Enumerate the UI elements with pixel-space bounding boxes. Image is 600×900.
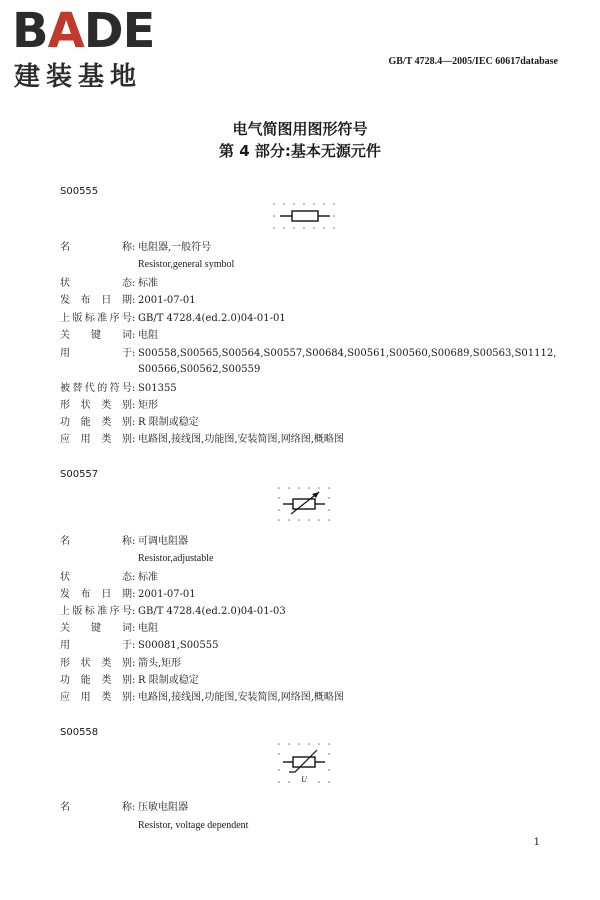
standard-reference: GB/T 4728.4—2005/IEC 60617database <box>388 56 558 67</box>
logo-letter: B <box>12 3 48 59</box>
field-used-in: 用于 : S00081,S00555 <box>60 640 219 651</box>
field-prev-standard: 上版标准序号 : GB/T 4728.4(ed.2.0)04-01-03 <box>60 606 286 617</box>
resistor-general-symbol <box>270 200 342 232</box>
field-name: 名称 : 电阻器,一般符号 <box>60 242 212 253</box>
english-name: Resistor,general symbol <box>138 259 235 270</box>
logo-letter: E <box>122 3 155 59</box>
english-name: Resistor, voltage dependent <box>138 820 249 831</box>
logo-wordmark <box>12 3 155 59</box>
field-shape: 形状类别 : 矩形 <box>60 400 158 411</box>
voltage-dependent-resistor-symbol <box>275 740 335 786</box>
field-date: 发布日期 : 2001-07-01 <box>60 295 196 306</box>
adjustable-resistor-symbol <box>275 484 335 524</box>
symbol-label-u: U <box>301 775 307 784</box>
field-application: 应用类别 : 电路图,接线图,功能图,安装简图,网络图,概略图 <box>60 692 344 703</box>
field-function: 功能类别 : R 限制或稳定 <box>60 675 199 686</box>
field-name: 名称 : 可调电阻器 <box>60 536 188 547</box>
page-number: 1 <box>533 837 540 848</box>
field-shape: 形状类别 : 箭头,矩形 <box>60 658 182 669</box>
english-name: Resistor,adjustable <box>138 553 214 564</box>
field-date: 发布日期 : 2001-07-01 <box>60 589 196 600</box>
symbol-id: S00555 <box>60 186 99 197</box>
field-state: 状态 : 标准 <box>60 572 158 583</box>
logo-letter: A <box>47 3 84 59</box>
symbol-id: S00558 <box>60 727 99 738</box>
page-subtitle: 第 4 部分:基本无源元件 <box>219 142 381 160</box>
field-prev-standard: 上版标准序号 : GB/T 4728.4(ed.2.0)04-01-01 <box>60 313 286 324</box>
symbol-id: S00557 <box>60 469 99 480</box>
logo-subtitle: 建装基地 <box>14 62 143 92</box>
field-state: 状态 : 标准 <box>60 278 158 289</box>
field-name: 名称 : 压敏电阻器 <box>60 802 188 813</box>
field-function: 功能类别 : R 限制或稳定 <box>60 417 199 428</box>
field-keyword: 关键词 : 电阻 <box>60 623 158 634</box>
field-application: 应用类别 : 电路图,接线图,功能图,安装简图,网络图,概略图 <box>60 434 344 445</box>
field-replaced: 被替代的符号 : S01355 <box>60 383 177 394</box>
field-keyword: 关键词 : 电阻 <box>60 330 158 341</box>
field-used-in: 用于 : S00558,S00565,S00564,S00557,S00684,S00561,S00560,S00689,S00563,S01112, S00566,S00562,S00559 <box>60 348 557 375</box>
logo-letter: D <box>83 3 123 59</box>
logo <box>12 3 182 96</box>
page-title: 电气简图用图形符号 <box>232 120 368 138</box>
